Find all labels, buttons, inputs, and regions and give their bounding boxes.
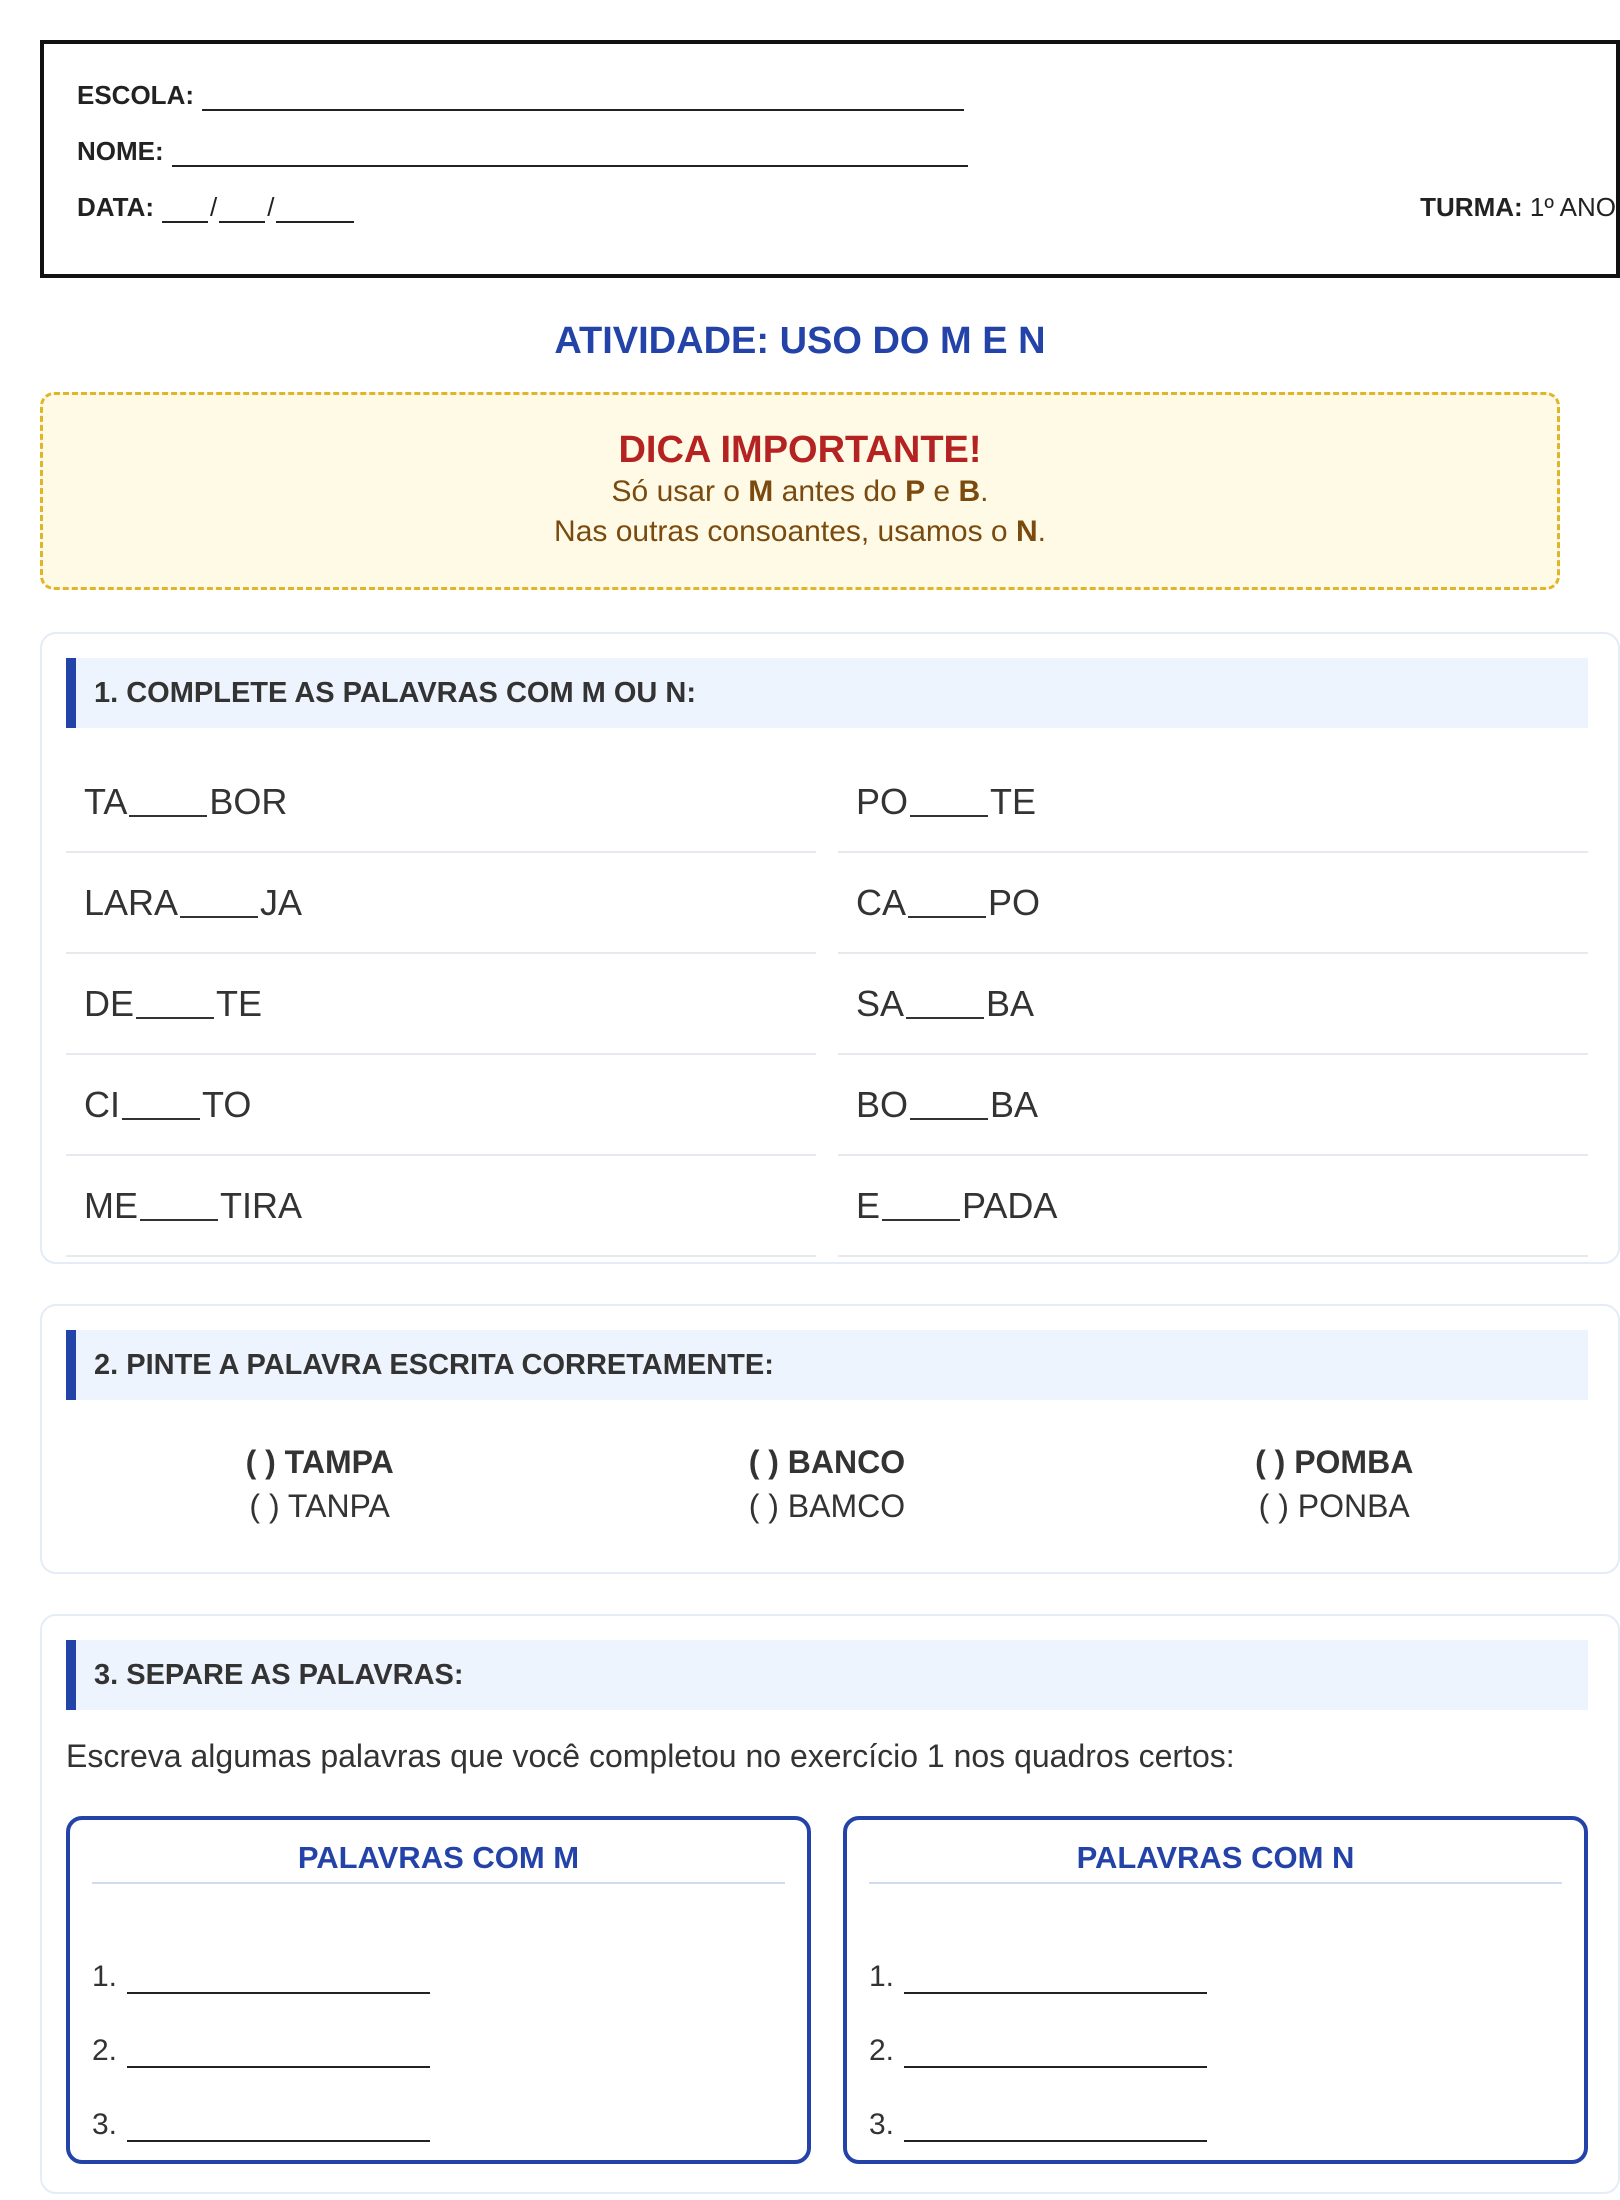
word-item: BO BA	[838, 1055, 1588, 1156]
answer-blank[interactable]	[906, 989, 984, 1019]
turma-label: TURMA:	[1420, 192, 1523, 222]
escola-row	[77, 80, 964, 111]
data-row: DATA: / /	[77, 192, 354, 223]
option-group	[66, 1440, 573, 1528]
answer-line: 3.	[92, 2068, 785, 2142]
option-correct[interactable]: ( ) TAMPA	[245, 1444, 394, 1480]
word-item: SA BA	[838, 954, 1588, 1055]
turma	[1420, 192, 1616, 223]
section-3-instruction: Escreva algumas palavras que você completou no exercício 1 nos quadros certos:	[66, 1738, 1235, 1774]
date-year-field[interactable]	[276, 199, 354, 223]
box-words-m	[66, 1816, 811, 2164]
answer-field[interactable]	[904, 1966, 1207, 1994]
answer-blank[interactable]	[882, 1191, 960, 1221]
tip-box	[40, 392, 1560, 590]
option-correct[interactable]: ( ) BANCO	[748, 1444, 906, 1480]
section-separate-words	[40, 1614, 1620, 2194]
tip-line-2: Nas outras consoantes, usamos o N.	[554, 515, 1046, 548]
word-item: PO TE	[838, 752, 1588, 853]
date-month-field[interactable]	[219, 199, 265, 223]
data-label: DATA:	[77, 192, 155, 222]
answer-blank[interactable]	[136, 989, 214, 1019]
answer-line: 1.	[869, 1920, 1562, 1994]
answer-blank[interactable]	[910, 1090, 988, 1120]
option-incorrect[interactable]: ( ) TANPA	[249, 1488, 390, 1524]
word-column-right	[838, 752, 1588, 1257]
turma-value: 1º ANO	[1529, 192, 1616, 222]
answer-field[interactable]	[904, 2114, 1207, 2142]
option-group	[573, 1440, 1080, 1528]
header-box	[40, 40, 1620, 278]
page-title: ATIVIDADE: USO DO M E N	[554, 320, 1046, 362]
date-day-field[interactable]	[162, 199, 208, 223]
answer-field[interactable]	[127, 2114, 430, 2142]
tip-title: DICA IMPORTANTE!	[618, 429, 982, 471]
word-item: CA PO	[838, 853, 1588, 954]
escola-field[interactable]	[202, 87, 964, 111]
nome-row	[77, 136, 968, 167]
word-item: DE TE	[66, 954, 816, 1055]
answer-blank[interactable]	[910, 787, 988, 817]
section-paint-correct	[40, 1304, 1620, 1574]
word-item: E PADA	[838, 1156, 1588, 1257]
section-complete-words	[40, 632, 1620, 1264]
word-item: ME TIRA	[66, 1156, 816, 1257]
option-incorrect[interactable]: ( ) PONBA	[1258, 1488, 1410, 1524]
section-2-heading: 2. PINTE A PALAVRA ESCRITA CORRETAMENTE:	[66, 1330, 1588, 1400]
answer-blank[interactable]	[180, 888, 258, 918]
answer-line: 3.	[869, 2068, 1562, 2142]
box-m-title: PALAVRAS COM M	[92, 1840, 785, 1884]
escola-label: ESCOLA:	[77, 80, 194, 110]
answer-field[interactable]	[904, 2040, 1207, 2068]
answer-field[interactable]	[127, 2040, 430, 2068]
answer-blank[interactable]	[122, 1090, 200, 1120]
box-n-title: PALAVRAS COM N	[869, 1840, 1562, 1884]
answer-field[interactable]	[127, 1966, 430, 1994]
answer-line: 2.	[92, 1994, 785, 2068]
option-incorrect[interactable]: ( ) BAMCO	[748, 1488, 906, 1524]
answer-blank[interactable]	[908, 888, 986, 918]
answer-line: 2.	[869, 1994, 1562, 2068]
tip-line-1: Só usar o M antes do P e B.	[611, 475, 989, 508]
answer-blank[interactable]	[129, 787, 207, 817]
section-3-heading: 3. SEPARE AS PALAVRAS:	[66, 1640, 1588, 1710]
section-1-heading: 1. COMPLETE AS PALAVRAS COM M OU N:	[66, 658, 1588, 728]
word-item: TA BOR	[66, 752, 816, 853]
word-item: CI TO	[66, 1055, 816, 1156]
word-item: LARA JA	[66, 853, 816, 954]
answer-blank[interactable]	[140, 1191, 218, 1221]
nome-label: NOME:	[77, 136, 164, 166]
word-column-left	[66, 752, 816, 1257]
option-group	[1081, 1440, 1588, 1528]
option-correct[interactable]: ( ) POMBA	[1255, 1444, 1414, 1480]
answer-line: 1.	[92, 1920, 785, 1994]
box-words-n	[843, 1816, 1588, 2164]
nome-field[interactable]	[172, 143, 968, 167]
